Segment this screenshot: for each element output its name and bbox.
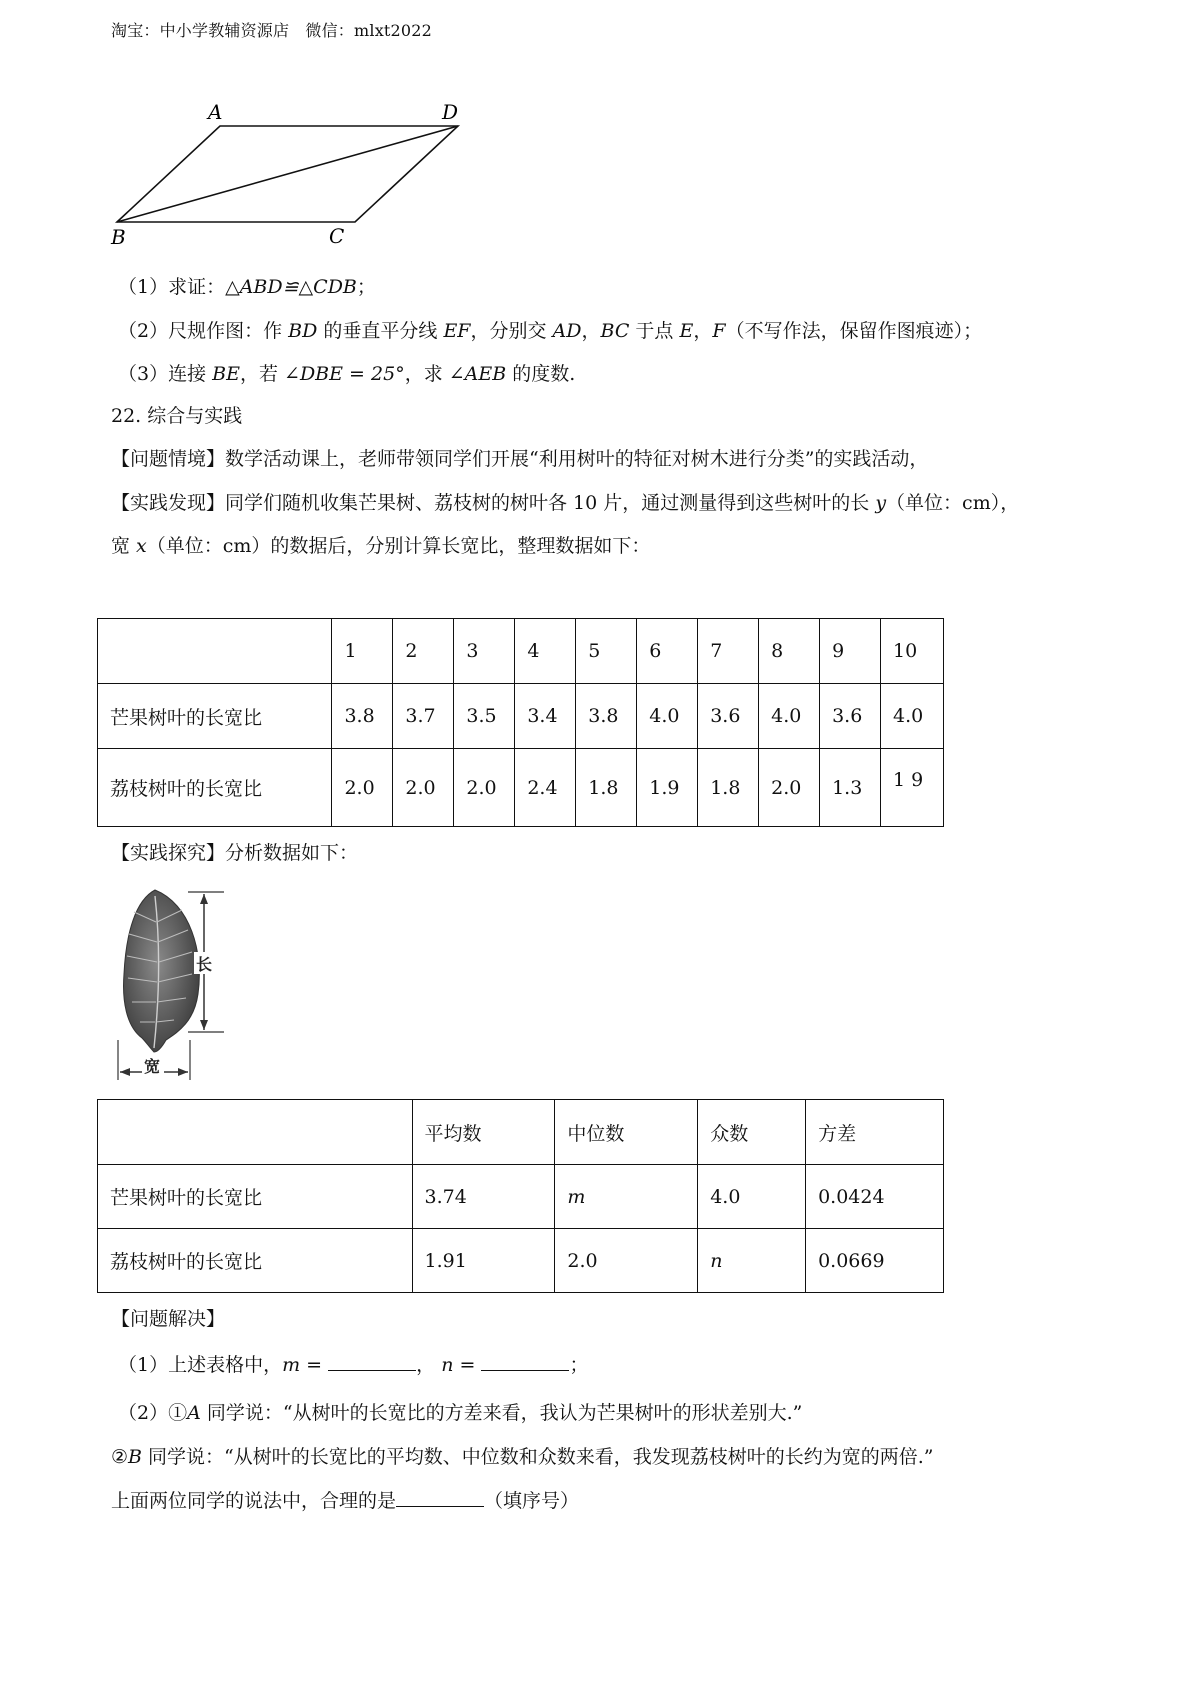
- text: 同学说：“从树叶的长宽比的方差来看，我认为芒果树叶的形状差别大.”: [200, 1402, 803, 1424]
- math-m: m: [282, 1354, 301, 1376]
- math-e: E: [679, 320, 694, 342]
- table-cell: 8: [759, 619, 820, 684]
- q21-part1: [118, 272, 376, 299]
- q22-discovery-line1: [111, 488, 1019, 515]
- text: ，求: [404, 363, 449, 385]
- text: ，分别交: [470, 320, 553, 342]
- text: （3）连接: [118, 363, 213, 385]
- q22-title: 22. 综合与实践: [111, 405, 243, 427]
- table-cell: 2.0: [332, 749, 393, 827]
- table-cell: 3.8: [332, 684, 393, 749]
- text: ；: [569, 1354, 589, 1376]
- table-cell: 2.4: [515, 749, 576, 827]
- text: （不写作法，保留作图痕迹）；: [725, 320, 983, 342]
- text: ，: [693, 320, 713, 342]
- table-cell: 2: [393, 619, 454, 684]
- table-cell: 5: [576, 619, 637, 684]
- q21-part1-suffix: ；: [356, 276, 376, 298]
- table-row: [98, 684, 944, 749]
- leaf-shape: [124, 890, 200, 1052]
- q21-part3: [118, 359, 575, 386]
- page-header: 淘宝：中小学教辅资源店 微信：mlxt2022: [111, 21, 433, 40]
- math-a: A: [187, 1402, 201, 1424]
- table-cell: 0.0424: [806, 1165, 944, 1229]
- vertex-label-b: B: [111, 225, 126, 249]
- q22-solve-part2: [118, 1398, 802, 1425]
- q21-part2: [118, 316, 982, 343]
- table-cell: 1.8: [698, 749, 759, 827]
- q22-discovery-line2: [111, 531, 650, 558]
- text: ，: [581, 320, 601, 342]
- table-cell: [98, 619, 332, 684]
- leaf-illustration: [112, 882, 232, 1082]
- table-cell: 1: [332, 619, 393, 684]
- table-cell: 3.6: [698, 684, 759, 749]
- table-cell: 3.6: [820, 684, 881, 749]
- table-cell: 1 9: [881, 749, 944, 827]
- text: （单位：cm）的数据后，分别计算长宽比，整理数据如下：: [146, 535, 651, 557]
- table-row: [98, 749, 944, 827]
- math-f: F: [712, 320, 726, 342]
- table-cell: 2.0: [759, 749, 820, 827]
- table-cell: 2.0: [555, 1229, 698, 1293]
- width-label: 宽: [144, 1057, 161, 1076]
- text: （1）上述表格中，: [118, 1354, 283, 1376]
- vertex-label-d: D: [442, 100, 459, 124]
- parallelogram-figure: [100, 95, 480, 255]
- ratio-data-table: [97, 618, 944, 827]
- table-cell: 中位数: [555, 1100, 698, 1165]
- q22-solve-part2-b: [111, 1442, 934, 1469]
- math-angle-dbe: ∠DBE = 25°: [284, 363, 405, 385]
- text: 宽: [111, 535, 137, 557]
- text: （2）尺规作图：作: [118, 320, 289, 342]
- table-cell: 0.0669: [806, 1229, 944, 1293]
- table-cell: 芒果树叶的长宽比: [98, 684, 332, 749]
- answer-blank-n[interactable]: [481, 1352, 569, 1371]
- statistics-table: [97, 1099, 944, 1293]
- table-cell: 1.3: [820, 749, 881, 827]
- text: （2）①: [118, 1402, 188, 1424]
- math-ef: EF: [443, 320, 471, 342]
- text: ②: [111, 1446, 129, 1468]
- text: 的度数.: [506, 363, 576, 385]
- math-ad: AD: [552, 320, 582, 342]
- text: ，: [416, 1354, 436, 1376]
- math-bd: BD: [288, 320, 318, 342]
- table-cell: 4.0: [637, 684, 698, 749]
- table-cell: 3.8: [576, 684, 637, 749]
- q21-part1-prefix: （1）求证：: [118, 276, 226, 298]
- table-cell: 9: [820, 619, 881, 684]
- table-header-row: [98, 1100, 944, 1165]
- table-cell: 荔枝树叶的长宽比: [98, 1229, 413, 1293]
- table-cell: 4.0: [698, 1165, 806, 1229]
- math-x: x: [136, 535, 147, 557]
- table-cell: 荔枝树叶的长宽比: [98, 749, 332, 827]
- table-cell: 4.0: [881, 684, 944, 749]
- math-angle-aeb: ∠AEB: [448, 363, 507, 385]
- math-n: n: [441, 1354, 454, 1376]
- math-b: B: [128, 1446, 143, 1468]
- text: （单位：cm），: [886, 492, 1020, 514]
- text: 于点: [629, 320, 680, 342]
- text: =: [300, 1354, 329, 1376]
- text: 的垂直平分线: [317, 320, 444, 342]
- table-cell: 1.9: [637, 749, 698, 827]
- table-row: [98, 1229, 944, 1293]
- table-cell: 众数: [698, 1100, 806, 1165]
- text: ，若: [239, 363, 285, 385]
- table-cell: [98, 1100, 413, 1165]
- table-cell: 平均数: [412, 1100, 555, 1165]
- q22-solve-part1: [118, 1350, 588, 1377]
- math-be: BE: [212, 363, 240, 385]
- table-cell: 2.0: [454, 749, 515, 827]
- answer-blank-choice[interactable]: [396, 1488, 484, 1507]
- table-cell: 3.7: [393, 684, 454, 749]
- table-cell: 1.91: [412, 1229, 555, 1293]
- q22-situation: 【问题情境】数学活动课上，老师带领同学们开展“利用树叶的特征对树木进行分类”的实践活动，: [111, 448, 929, 470]
- text: 【实践发现】同学们随机收集芒果树、荔枝树的树叶各 10 片，通过测量得到这些树叶的长: [111, 492, 876, 514]
- table-cell: m: [555, 1165, 698, 1229]
- vertex-label-c: C: [329, 224, 345, 248]
- table-cell: 芒果树叶的长宽比: [98, 1165, 413, 1229]
- table-cell: 6: [637, 619, 698, 684]
- text: （填序号）: [484, 1490, 580, 1512]
- table-cell: n: [698, 1229, 806, 1293]
- math-y: y: [875, 492, 887, 514]
- q22-solve-part2-c: [111, 1486, 579, 1513]
- table-cell: 3.4: [515, 684, 576, 749]
- table-cell: 3: [454, 619, 515, 684]
- table-cell: 4: [515, 619, 576, 684]
- math-bc: BC: [600, 320, 630, 342]
- table-cell: 2.0: [393, 749, 454, 827]
- q22-explore: 【实践探究】分析数据如下：: [111, 842, 359, 864]
- answer-blank-m[interactable]: [328, 1352, 416, 1371]
- table-cell: 1.8: [576, 749, 637, 827]
- q22-solve-heading: 【问题解决】: [111, 1308, 226, 1330]
- table-cell: 方差: [806, 1100, 944, 1165]
- table-cell: 7: [698, 619, 759, 684]
- q21-part1-expression: △ABD≌△CDB: [225, 276, 357, 298]
- text: =: [453, 1354, 482, 1376]
- table-cell: 10: [881, 619, 944, 684]
- text: 上面两位同学的说法中，合理的是: [111, 1490, 397, 1512]
- table-cell: 3.74: [412, 1165, 555, 1229]
- table-header-row: [98, 619, 944, 684]
- length-label: 长: [196, 955, 213, 974]
- table-cell: 3.5: [454, 684, 515, 749]
- table-cell: 4.0: [759, 684, 820, 749]
- vertex-label-a: A: [208, 100, 223, 124]
- table-row: [98, 1165, 944, 1229]
- text: 同学说：“从树叶的长宽比的平均数、中位数和众数来看，我发现荔枝树叶的长约为宽的两倍.”: [142, 1446, 934, 1468]
